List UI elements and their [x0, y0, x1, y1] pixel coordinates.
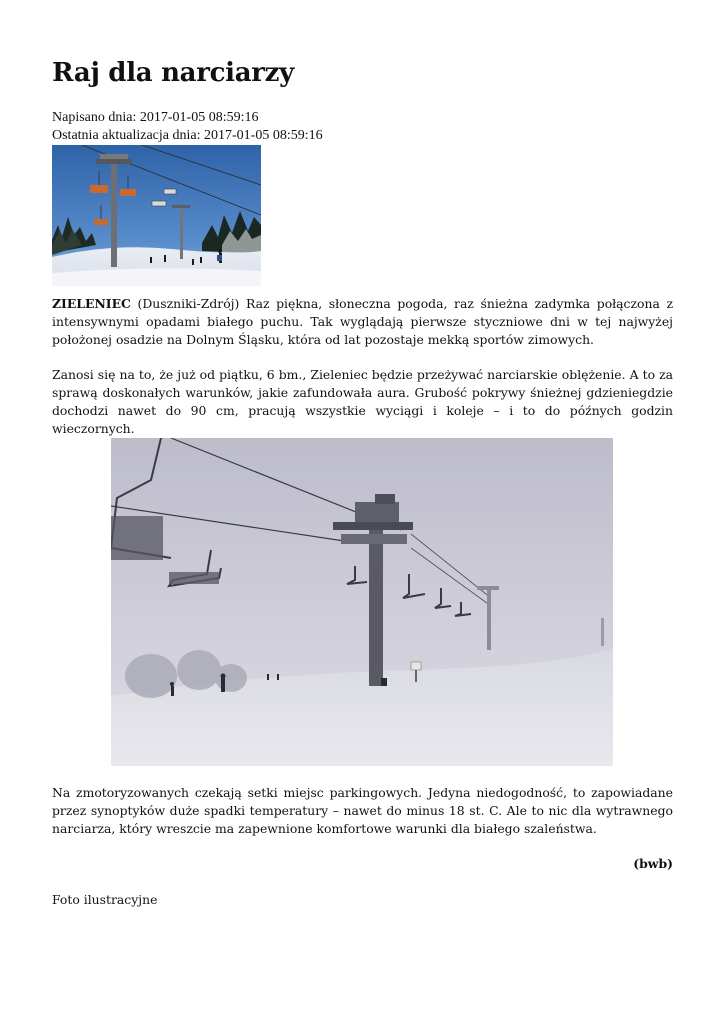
foggy-chairlift-photo — [111, 438, 613, 766]
article-meta — [52, 109, 323, 145]
paragraph-intro — [52, 295, 673, 349]
intro-text: (Duszniki-Zdrój) Raz piękna, słoneczna pogoda, raz śnieżna zadymka połączona z intensywnymi opadami białego puchu. Tak wyglądają pierwsze styczniowe dni w tej najwyżej położonej osadzie na Dolnym Śląsku, która od lat pozostaje mekką sportów zimowych. — [52, 296, 673, 347]
updated-date: Ostatnia aktualizacja dnia: 2017-01-05 08:59:16 — [52, 128, 323, 143]
author-signature: (bwb) — [633, 856, 673, 871]
page-title: Raj dla narciarzy — [52, 58, 294, 88]
published-date: Napisano dnia: 2017-01-05 08:59:16 — [52, 110, 259, 125]
paragraph-parking: Na zmotoryzowanych czekają setki miejsc parkingowych. Jedyna niedogodność, to zapowiadane przez synoptyków duże spadki temperatury – nawet do minus 18 st. C. Ale to nic dla wytrawnego narciarza, który wreszcie ma zapewnione komfortowe warunki dla białego szaleństwa. — [52, 785, 673, 836]
photo-caption: Foto ilustracyjne — [52, 892, 158, 907]
sunny-chairlift-photo — [52, 145, 261, 286]
location-lead: ZIELENIEC — [52, 296, 131, 311]
paragraph-conditions: Zanosi się na to, że już od piątku, 6 bm., Zieleniec będzie przeżywać narciarskie oblężenie. A to za sprawą doskonałych warunków, jakie zafundowała aura. Grubość pokrywy śnieżnej gdzieniegdzie dochodzi nawet do 90 cm, pracują wszystkie wyciągi i koleje – i to do późnych godzin wieczornych. — [52, 367, 673, 436]
